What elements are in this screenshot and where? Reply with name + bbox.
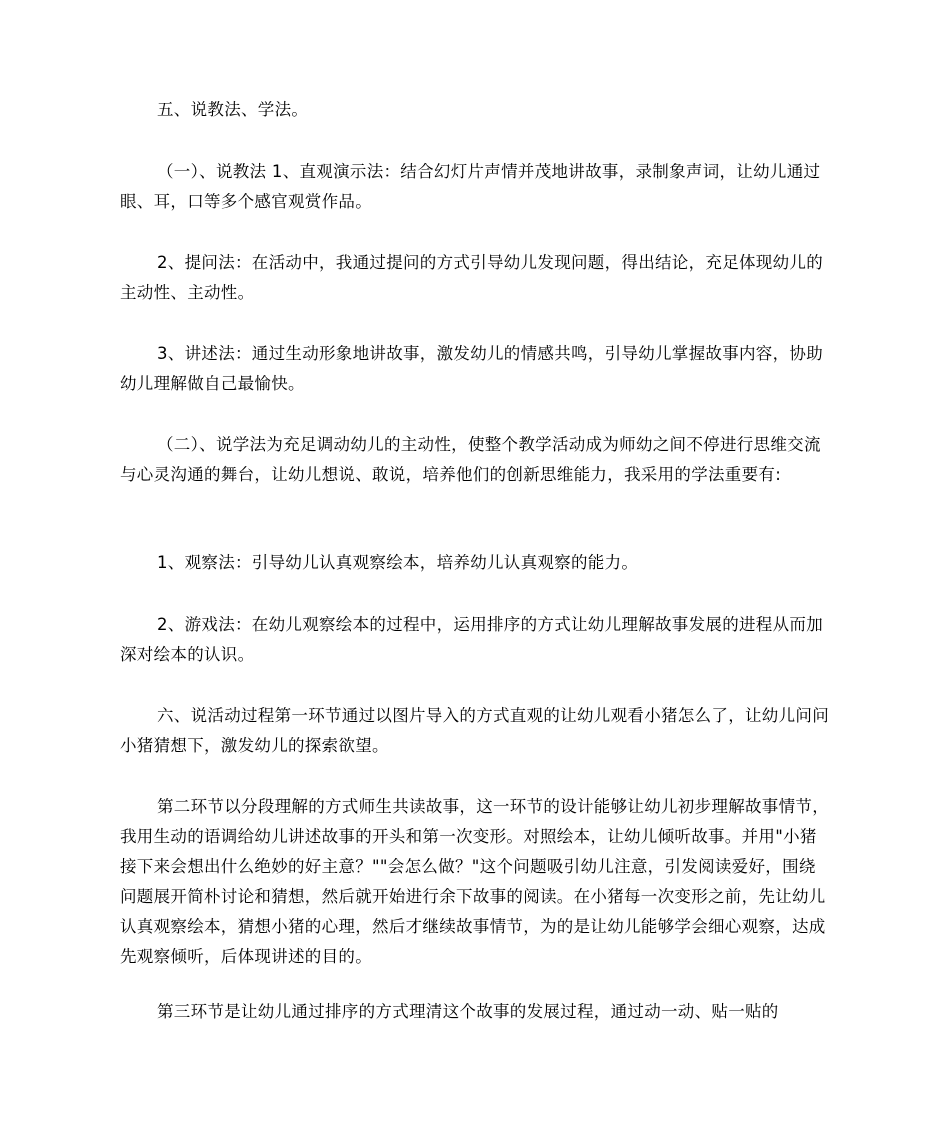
paragraph-learning-method: （二）、说学法为充足调动幼儿的主动性，使整个教学活动成为师幼之间不停进行思维交流与心灵沟通的舞台，让幼儿想说、敢说，培养他们的创新思维能力，我采用的学法重要有:	[120, 435, 821, 484]
paragraph-teaching-method-1: （一）、说教法 1、直观演示法：结合幻灯片声情并茂地讲故事，录制象声词，让幼儿通过眼、耳，口等多个感官观赏作品。	[120, 162, 821, 211]
section-heading-six: 六、说活动过程第一环节通过以图片导入的方式直观的让幼儿观看小猪怎么了，让幼儿问问小猪猜想下，激发幼儿的探索欲望。	[120, 706, 829, 755]
paragraph-teaching-method-3: 3、讲述法：通过生动形象地讲故事，激发幼儿的情感共鸣，引导幼儿掌握故事内容，协助幼儿理解做自己最愉快。	[120, 344, 823, 393]
paragraph-learning-method-1: 1、观察法：引导幼儿认真观察绘本，培养幼儿认真观察的能力。	[157, 553, 639, 572]
paragraph-third-stage: 第三环节是让幼儿通过排序的方式理清这个故事的发展过程，通过动一动、贴一贴的	[157, 1002, 779, 1021]
paragraph-second-stage: 第二环节以分段理解的方式师生共读故事，这一环节的设计能够让幼儿初步理解故事情节，我用生动的语调给幼儿讲述故事的开头和第一次变形。对照绘本，让幼儿倾听故事。并用"小猪接下来会想出什么绝妙的好主意？""会怎么做？"这个问题吸引幼儿注意，引发阅读爱好，围绕问题展开简朴讨论和猜想，然后就开始进行余下故事的阅读。在小猪每一次变形之前，先让幼儿认真观察绘本，猜想小猪的心理，然后才继续故事情节，为的是让幼儿能够学会细心观察，达成先观察倾听，后体现讲述的目的。	[120, 797, 829, 966]
section-heading-five: 五、说教法、学法。	[157, 100, 309, 119]
paragraph-teaching-method-2: 2、提问法：在活动中，我通过提问的方式引导幼儿发现问题，得出结论，充足体现幼儿的主动性、主动性。	[120, 253, 823, 302]
paragraph-learning-method-2: 2、游戏法：在幼儿观察绘本的过程中，运用排序的方式让幼儿理解故事发展的进程从而加深对绘本的认识。	[120, 615, 823, 664]
